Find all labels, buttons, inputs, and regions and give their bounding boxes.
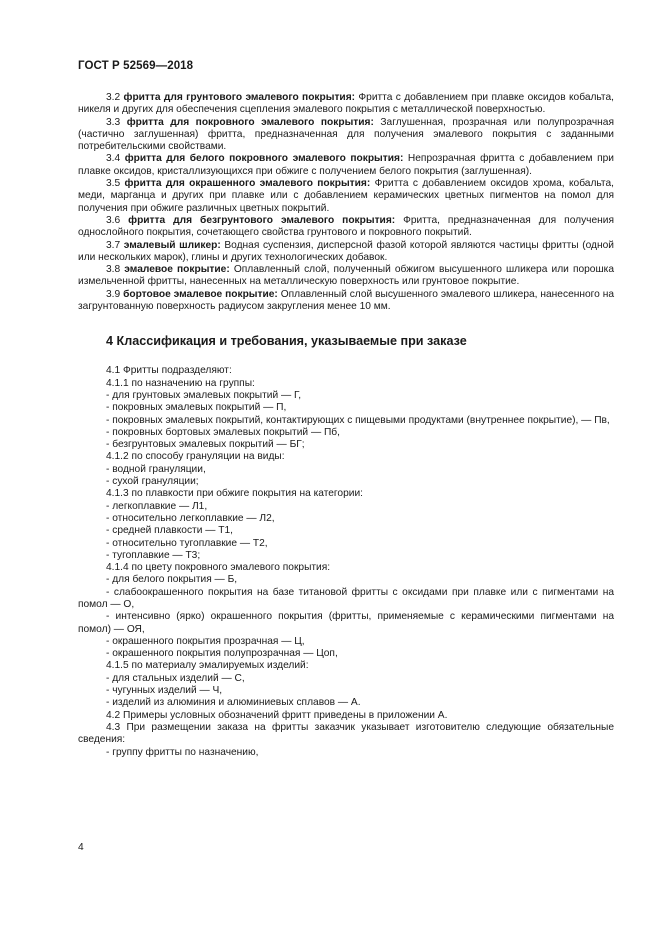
list-item: 4.1.3 по плавкости при обжиге покрытия на категории: <box>106 488 363 500</box>
list-item: - группу фритты по назначению, <box>106 746 259 758</box>
list-item: 4.1.4 по цвету покровного эмалевого покрытия: <box>106 562 331 574</box>
definition-3-4: 3.4 фритта для белого покровного эмалевого покрытия: Непрозрачная фритта с добавлением при плавке оксидов, кристаллизующихся при обжиге с получением белого покрытия (заглушенная). <box>78 153 614 177</box>
definition-term: фритта для грунтового эмалевого покрытия: <box>123 92 356 103</box>
definition-3-3: 3.3 фритта для покровного эмалевого покрытия: Заглушенная, прозрачная или полупрозрачная (частично заглушенная) фритта, предназначенная для получения эмалевого покрытия с заданными потребительскими свойствами. <box>78 116 614 153</box>
list-item: - для грунтовых эмалевых покрытий — Г, <box>106 389 302 401</box>
definition-term: фритта для покровного эмалевого покрытия: <box>126 116 374 128</box>
list-item: - окрашенного покрытия прозрачная — Ц, <box>106 635 305 647</box>
list-item: - тугоплавкие — Т3; <box>106 549 201 561</box>
list-item: - для белого покрытия — Б, <box>106 574 238 586</box>
list-item: - водной грануляции, <box>106 463 206 475</box>
definition-term: фритта для окрашенного эмалевого покрытия: <box>124 178 371 190</box>
definition-3-5: 3.5 фритта для окрашенного эмалевого покрытия: Фритта с добавлением оксидов хрома, кобальта, меди, марганца и других при плавке или с добавлением керамических цветных пигментов на помол для получения при обжиге различных цветных покрытий. <box>78 178 614 214</box>
list-item: 4.1.5 по материалу эмалируемых изделий: <box>106 660 309 672</box>
list-item: 4.3 При размещении заказа на фритты заказчик указывает изготовителю следующие обязательные сведения: <box>78 721 614 746</box>
section-heading: 4 Классификация и требования, указываемые при заказе <box>106 334 467 349</box>
definition-term: бортовое эмалевое покрытие: <box>123 288 278 300</box>
definition-3-2: 3.2 фритта для грунтового эмалевого покрытия: Фритта с добавлением при плавке оксидов кобальта, никеля и других для обеспечения сцепления эмалевого покрытия с металлической поверхностью. <box>78 92 614 116</box>
list-item: - покровных эмалевых покрытий, контактирующих с пищевыми продуктами (внутреннее покрытие), — Пв, <box>106 414 610 426</box>
list-item: - изделий из алюминия и алюминиевых сплавов — А. <box>106 697 361 709</box>
list-item: - окрашенного покрытия полупрозрачная — Цоп, <box>106 648 338 660</box>
document-header: ГОСТ Р 52569—2018 <box>78 60 194 72</box>
classification-list <box>78 365 614 759</box>
definition-3-6: 3.6 фритта для безгрунтового эмалевого покрытия: Фритта, предназначенная для получения однослойного покрытия, сочетающего свойства грунтового и покровного покрытий. <box>78 214 614 239</box>
definition-term: эмалевый шликер: <box>123 239 221 251</box>
list-item: 4.1.1 по назначению на группы: <box>106 377 255 389</box>
list-item: - относительно тугоплавкие — Т2, <box>106 537 268 549</box>
list-item: - средней плавкости — Т1, <box>106 525 233 537</box>
definition-3-7: 3.7 эмалевый шликер: Водная суспензия, дисперсной фазой которой являются частицы фритты (одной или нескольких марок), глины и других технологических добавок. <box>78 239 614 263</box>
definition-term: фритта для безгрунтового эмалевого покрытия: <box>128 214 396 226</box>
list-item: 4.2 Примеры условных обозначений фритт приведены в приложении А. <box>106 709 448 721</box>
list-item: 4.1 Фритты подразделяют: <box>106 365 232 377</box>
definition-term: фритта для белого покровного эмалевого покрытия: <box>124 153 404 165</box>
list-item: - для стальных изделий — С, <box>106 672 245 684</box>
list-item: - относительно легкоплавкие — Л2, <box>106 512 275 524</box>
list-item: - легкоплавкие — Л1, <box>106 500 208 512</box>
list-item: - безгрунтовых эмалевых покрытий — БГ; <box>106 439 305 451</box>
list-item: - покровных эмалевых покрытий — П, <box>106 402 287 414</box>
list-item: - чугунных изделий — Ч, <box>106 685 223 697</box>
list-item: - интенсивно (ярко) окрашенного покрытия (фритты, применяемые с керамическими пигментами на помол) — ОЯ, <box>78 611 614 635</box>
list-item: - слабоокрашенного покрытия на базе титановой фритты с оксидами при плавке или с пигментами на помол — О, <box>78 586 614 610</box>
definitions-list <box>78 92 614 313</box>
list-item: 4.1.2 по способу грануляции на виды: <box>106 451 285 463</box>
definition-3-9: 3.9 бортовое эмалевое покрытие: Оплавленный слой высушенного эмалевого шликера, нанесенного на загрунтованную поверхность радиусом закругления менее 10 мм. <box>78 288 614 313</box>
list-item: - покровных бортовых эмалевых покрытий — Пб, <box>106 426 340 438</box>
definition-3-8: 3.8 эмалевое покрытие: Оплавленный слой, полученный обжигом высушенного шликера или порошка измельченной фритты, нанесенных на металлическую поверхность или грунтовое покрытие. <box>78 264 614 288</box>
list-item: - сухой грануляции; <box>106 476 199 488</box>
page-number: 4 <box>78 842 84 853</box>
definition-term: эмалевое покрытие: <box>124 264 230 276</box>
document-body <box>78 92 614 759</box>
